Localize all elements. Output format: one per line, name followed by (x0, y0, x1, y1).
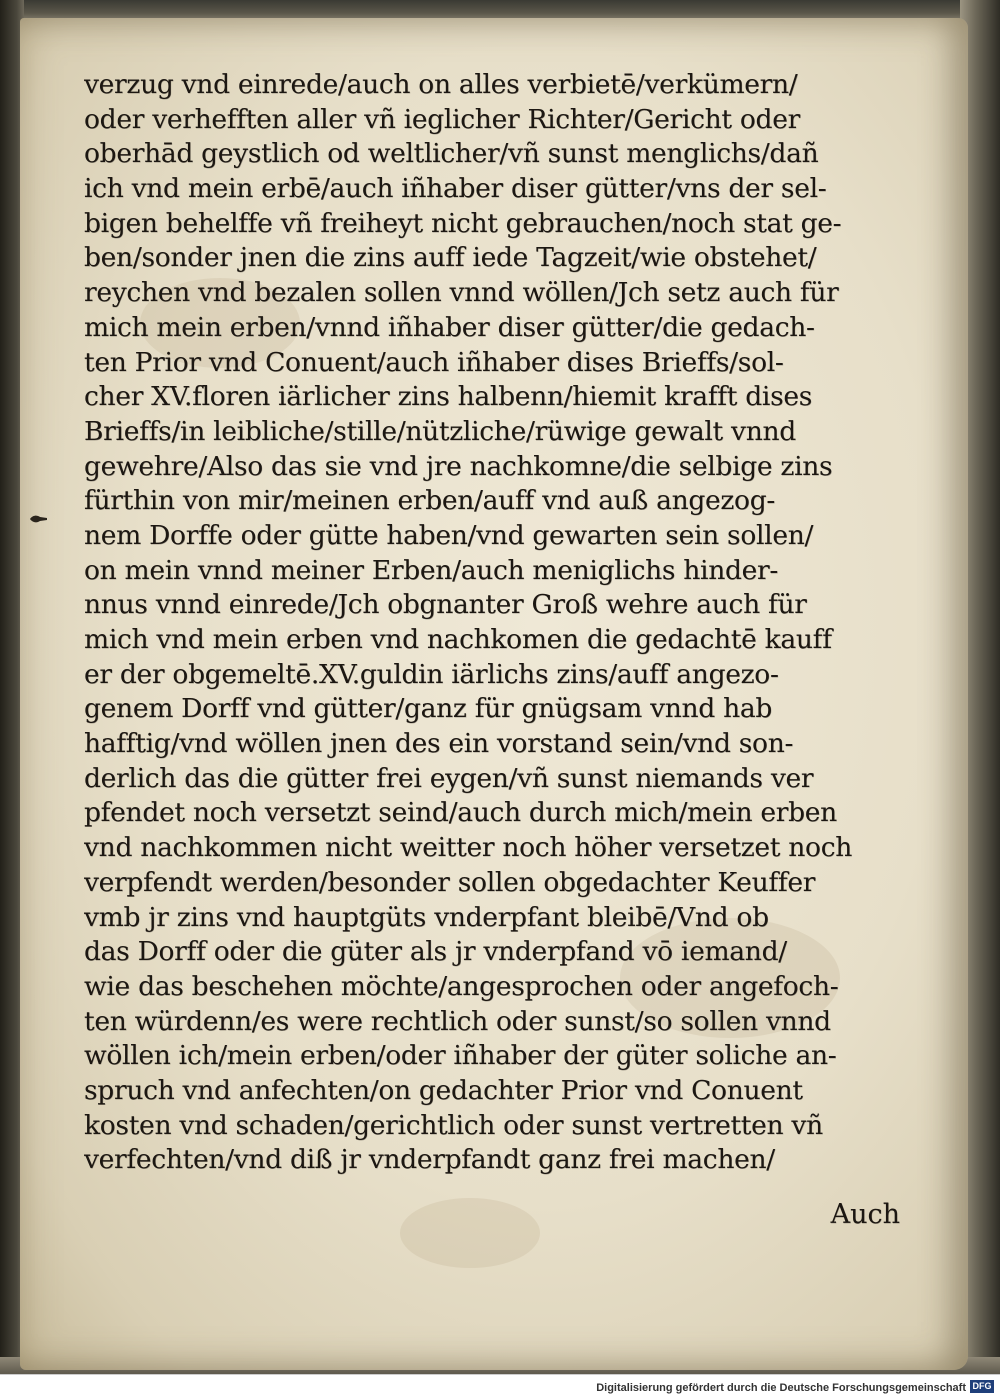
text-line: mich mein erben/vnnd iñhaber diser gütter/die gedach- (84, 311, 815, 343)
text-line: fürthin von mir/meinen erben/auff vnd auß angezog- (84, 485, 776, 517)
text-line: verzug vnd einrede/auch on alles verbietē/verkümern/ (84, 69, 798, 100)
paper-stain (400, 1198, 540, 1268)
digitization-footer (0, 1374, 1000, 1397)
text-line: hafftig/vnd wöllen jnen des ein vorstand sein/vnd son- (84, 728, 794, 760)
text-line: spruch vnd anfechten/on gedachter Prior vnd Conuent (84, 1074, 803, 1106)
text-line: derlich das die gütter frei eygen/vñ sunst niemands ver (84, 762, 814, 794)
text-line: kosten vnd schaden/gerichtlich oder sunst vertretten vñ (84, 1109, 823, 1141)
text-line: vnd nachkommen nicht weitter noch höher versetzet noch (84, 832, 852, 864)
text-line: cher XV.floren iärlicher zins halbenn/hiemit krafft dises (84, 381, 813, 413)
text-line: nem Dorffe oder gütte haben/vnd gewarten sein sollen/ (84, 519, 814, 551)
text-line: ben/sonder jnen die zins auff iede Tagzeit/wie obstehet/ (84, 242, 817, 274)
text-line: ich vnd mein erbē/auch iñhaber diser gütter/vns der sel- (84, 173, 827, 205)
funding-credit: Digitalisierung gefördert durch die Deutsche Forschungsgemeinschaft (596, 1382, 966, 1394)
text-line: genem Dorff vnd gütter/ganz für gnügsam vnnd hab (84, 693, 773, 725)
dfg-logo: DFG (970, 1380, 994, 1393)
text-block (84, 68, 914, 1178)
text-line: das Dorff oder die güter als jr vnderpfand vō iemand/ (84, 936, 787, 968)
text-line: nnus vnnd einrede/Jch obgnanter Groß wehre auch für (84, 589, 807, 621)
text-line: mich vnd mein erben vnd nachkomen die gedachtē kauff (84, 624, 832, 655)
text-line: vmb jr zins vnd hauptgüts vnderpfant bleibē/Vnd ob (84, 901, 769, 933)
text-line: oberhād geystlich od weltlicher/vñ sunst menglichs/dañ (84, 138, 819, 170)
text-line: pfendet noch versetzt seind/auch durch mich/mein erben (84, 797, 837, 829)
text-line: on mein vnnd meiner Erben/auch meniglichs hinder- (84, 554, 779, 586)
pointing-hand-icon (28, 508, 50, 530)
text-line: Brieffs/in leibliche/stille/nützliche/rüwige gewalt vnnd (84, 415, 796, 447)
text-line: wie das beschehen möchte/angesprochen oder angefoch- (84, 970, 839, 1002)
catchword: Auch (830, 1199, 900, 1230)
text-line: oder verhefften aller vñ ieglicher Richter/Gericht oder (84, 103, 800, 135)
text-line: wöllen ich/mein erben/oder iñhaber der güter soliche an- (84, 1040, 837, 1072)
text-line: ten würdenn/es were rechtlich oder sunst/so sollen vnnd (84, 1005, 831, 1037)
text-line: ten Prior vnd Conuent/auch iñhaber dises Brieffs/sol- (84, 346, 784, 378)
text-line: verfechten/vnd diß jr vnderpfandt ganz frei machen/ (84, 1144, 775, 1176)
text-line: verpfendt werden/besonder sollen obgedachter Keuffer (84, 866, 816, 898)
text-line: reychen vnd bezalen sollen vnnd wöllen/Jch setz auch für (84, 277, 839, 309)
text-line: gewehre/Also das sie vnd jre nachkomne/die selbige zins (84, 450, 833, 482)
text-line: er der obgemeltē.XV.guldin iärlichs zins/auff angezo- (84, 658, 779, 690)
text-line: bigen behelffe vñ freiheyt nicht gebrauchen/noch stat ge- (84, 207, 842, 239)
